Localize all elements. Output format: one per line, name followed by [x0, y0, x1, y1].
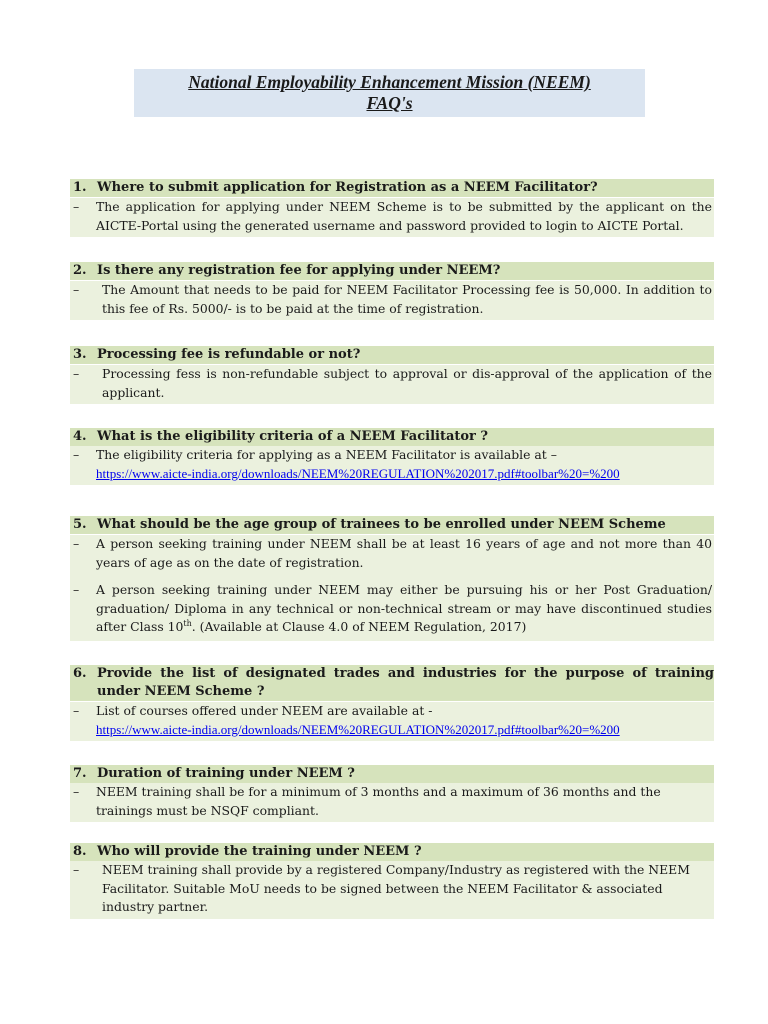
faq-5-answer: – A person seeking training under NEEM shall be at least 16 years of age and not more than 40 years of age as on the date of registration. – A person seeking training under NEEM may either be pursuing his or her Post Graduation/ graduation/ Diploma in any technical or non-technical stream or may have discontinued studies after Class 10th. (Available at Clause 4.0 of NEEM Regulation, 2017): [70, 535, 714, 641]
faq-3-answer: – Processing fess is non-refundable subject to approval or dis-approval of the application of the applicant.: [70, 365, 714, 404]
faq-6-answer: – List of courses offered under NEEM are available at - https://www.aicte-india.org/downloads/NEEM%20REGULATION%202017.pdf#toolbar%20=%200: [70, 702, 714, 741]
courses-regulation-link[interactable]: https://www.aicte-india.org/downloads/NEEM%20REGULATION%202017.pdf#toolbar%20=%200: [96, 721, 620, 737]
faq-2-answer: – The Amount that needs to be paid for NEEM Facilitator Processing fee is 50,000. In addition to this fee of Rs. 5000/- is to be paid at the time of registration.: [70, 281, 714, 320]
faq-7-question: 7. Duration of training under NEEM ?: [70, 765, 714, 783]
title-line-1: National Employability Enhancement Mission (NEEM): [188, 72, 591, 92]
faq-8-answer: – NEEM training shall provide by a registered Company/Industry as registered with the NEEM Facilitator. Suitable MoU needs to be signed between the NEEM Facilitator & associated industry partner.: [70, 861, 714, 919]
eligibility-regulation-link[interactable]: https://www.aicte-india.org/downloads/NEEM%20REGULATION%202017.pdf#toolbar%20=%200: [96, 465, 620, 481]
faq-1-answer: – The application for applying under NEEM Scheme is to be submitted by the applicant on the AICTE-Portal using the generated username and password provided to login to AICTE Portal.: [70, 198, 714, 237]
faq-3-question: 3. Processing fee is refundable or not?: [70, 346, 714, 364]
title-line-2: FAQ's: [366, 93, 413, 113]
faq-1-question: 1. Where to submit application for Registration as a NEEM Facilitator?: [70, 179, 714, 197]
faq-4-question: 4. What is the eligibility criteria of a NEEM Facilitator ?: [70, 428, 714, 446]
faq-5-question: 5. What should be the age group of trainees to be enrolled under NEEM Scheme: [70, 516, 714, 534]
faq-2-question: 2. Is there any registration fee for applying under NEEM?: [70, 262, 714, 280]
faq-8-question: 8. Who will provide the training under NEEM ?: [70, 843, 714, 861]
page-title: [134, 69, 645, 117]
faq-4-answer: – The eligibility criteria for applying as a NEEM Facilitator is available at – https://www.aicte-india.org/downloads/NEEM%20REGULATION%202017.pdf#toolbar%20=%200: [70, 446, 714, 485]
faq-7-answer: – NEEM training shall be for a minimum of 3 months and a maximum of 36 months and the trainings must be NSQF compliant.: [70, 783, 714, 822]
faq-6-question: 6. Provide the list of designated trades and industries for the purpose of training under NEEM Scheme ?: [70, 665, 714, 701]
